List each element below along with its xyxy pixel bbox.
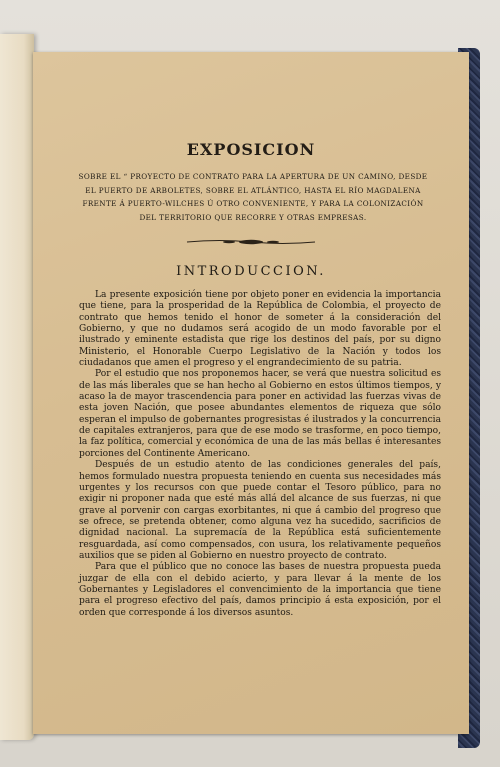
paragraph: Para que el público que no conoce las bases de nuestra propuesta pueda juzgar de ella con el debido acierto, y para llevar á la mente de los Gobernantes y Legisladores el convencimiento de la importancia que tiene para el progreso efectivo del país, damos principio á esta exposición, por el orden que corresponde á los diversos asuntos. [79,562,441,618]
document-subtitle: SOBRE EL “ PROYECTO DE CONTRATO PARA LA APERTURA DE UN CAMINO, DESDE EL PUERTO DE ARBOLETES, SOBRE EL ATLÁNTICO, HASTA EL RÍO MAGDALENA FRENTE Á PUERTO-WILCHES Ú OTRO CONVENIENTE, Y PARA LA COLONIZACIÓN DEL TERRITORIO QUE RECORRE Y OTRAS EMPRESAS. [78,172,428,222]
document-title: EXPOSICION [186,140,316,159]
left-page-edge [0,34,34,740]
document-page [33,52,469,734]
paragraph: La presente exposición tiene por objeto poner en evidencia la importancia que tiene, para la prosperidad de la República de Colombia, el proyecto de contrato que hemos tenido el honor de someter á la consideración del Gobierno, y que no dudamos será acogido de un modo favorable por el ilustrado y eminente estadista que rige los destinos del país, por su digno Ministerio, el Honorable Cuerpo Legislativo de la Nación y todos los ciudadanos que amen el progreso y el engrandecimiento de su patria. [79,290,441,369]
ornament-divider [185,238,317,246]
section-heading: INTRODUCCION. [176,264,326,279]
paragraph: Por el estudio que nos proponemos hacer, se verá que nuestra solicitud es de las más liberales que se han hecho al Gobierno en estos últimos tiempos, y acaso la de mayor trascendencia para poner en actividad las fuerzas vivas de esta joven Nación, que posee abundantes elementos de riqueza que sólo esperan el impulso de gobernantes progresistas é ilustrados y la concurrencia de capitales extranjeros, para que de ese modo se trasforme, en poco tiempo, la faz política, comercial y económica de una de las más bellas é interesantes porciones del Continente Americano. [79,369,441,459]
body-text [79,290,441,619]
paragraph: Después de un estudio atento de las condiciones generales del país, hemos formulado nuestra propuesta teniendo en cuenta sus necesidades más urgentes y los recursos con que puede contar el Tesoro público, para no exigir ni proponer nada que esté más allá del alcance de sus fuerzas, ni que grave al porvenir con cargas exorbitantes, ni que á cambio del progreso que se ofrece, se pretenda obtener, como alguna vez ha sucedido, sacrificios de dignidad nacional. La supremacía de la República está suficientemente resguardada, así como compensados, con usura, los relativamente pequeños auxilios que se piden al Gobierno en nuestro proyecto de contrato. [79,460,441,561]
